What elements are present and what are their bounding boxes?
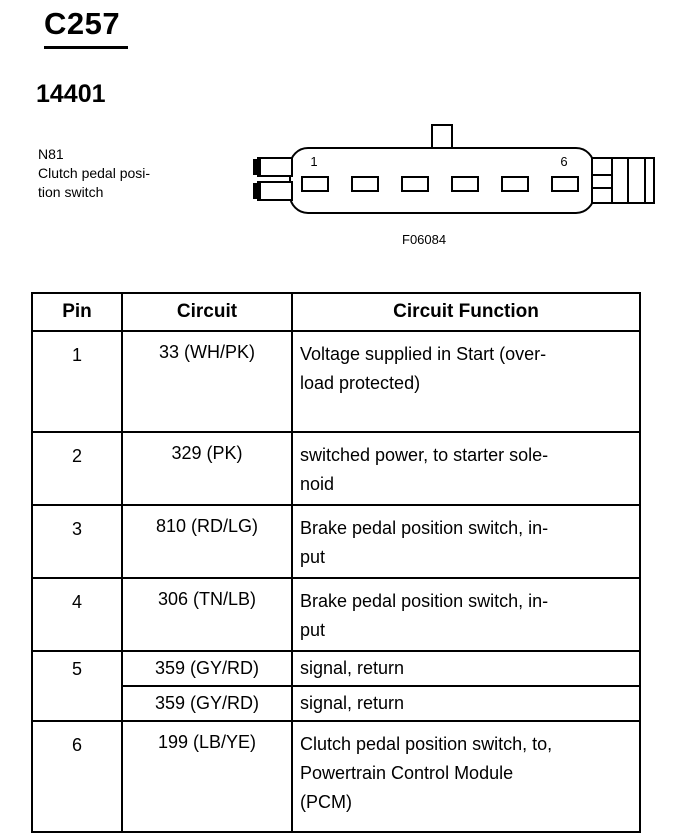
table-row (32, 651, 640, 686)
circuit-cell: 359 (GY/RD) (122, 686, 292, 721)
circuit-cell: 329 (PK) (122, 432, 292, 505)
function-cell: signal, return (292, 686, 640, 721)
circuit-cell: 199 (LB/YE) (122, 721, 292, 832)
pin-cell: 2 (32, 432, 122, 505)
table-row (32, 331, 640, 432)
function-cell: signal, return (292, 651, 640, 686)
pin-1-label: 1 (310, 154, 318, 169)
header-pin: Pin (32, 293, 122, 331)
figure-id: F06084 (402, 232, 447, 247)
pin-cell: 6 (32, 721, 122, 832)
pin-cell: 4 (32, 578, 122, 651)
circuit-cell: 33 (WH/PK) (122, 331, 292, 432)
pin-cell: 3 (32, 505, 122, 578)
connector-diagram (250, 120, 660, 225)
circuit-cell: 306 (TN/LB) (122, 578, 292, 651)
part-number: 14401 (36, 80, 106, 108)
pin-cell: 1 (32, 331, 122, 432)
table-header-row (32, 293, 640, 331)
function-cell: Brake pedal position switch, in- put (292, 578, 640, 651)
connector-title: C257 (44, 6, 121, 41)
circuit-cell: 810 (RD/LG) (122, 505, 292, 578)
component-code: N81 (38, 146, 64, 162)
header-circuit: Circuit (122, 293, 292, 331)
table-row (32, 578, 640, 651)
table-row (32, 686, 640, 721)
function-cell: switched power, to starter sole- noid (292, 432, 640, 505)
pin-6-label: 6 (560, 154, 568, 169)
pin-cell: 5 (32, 651, 122, 721)
function-cell: Voltage supplied in Start (over- load protected) (292, 331, 640, 432)
function-cell: Clutch pedal position switch, to, Powertrain Control Module (PCM) (292, 721, 640, 832)
table-row (32, 432, 640, 505)
pinout-table (31, 292, 641, 833)
circuit-cell: 359 (GY/RD) (122, 651, 292, 686)
title-underline (44, 46, 128, 49)
component-label (38, 145, 150, 202)
table-row (32, 505, 640, 578)
function-cell: Brake pedal position switch, in- put (292, 505, 640, 578)
component-description: Clutch pedal posi- tion switch (38, 165, 151, 200)
table-row (32, 721, 640, 832)
header-circuit-function: Circuit Function (292, 293, 640, 331)
